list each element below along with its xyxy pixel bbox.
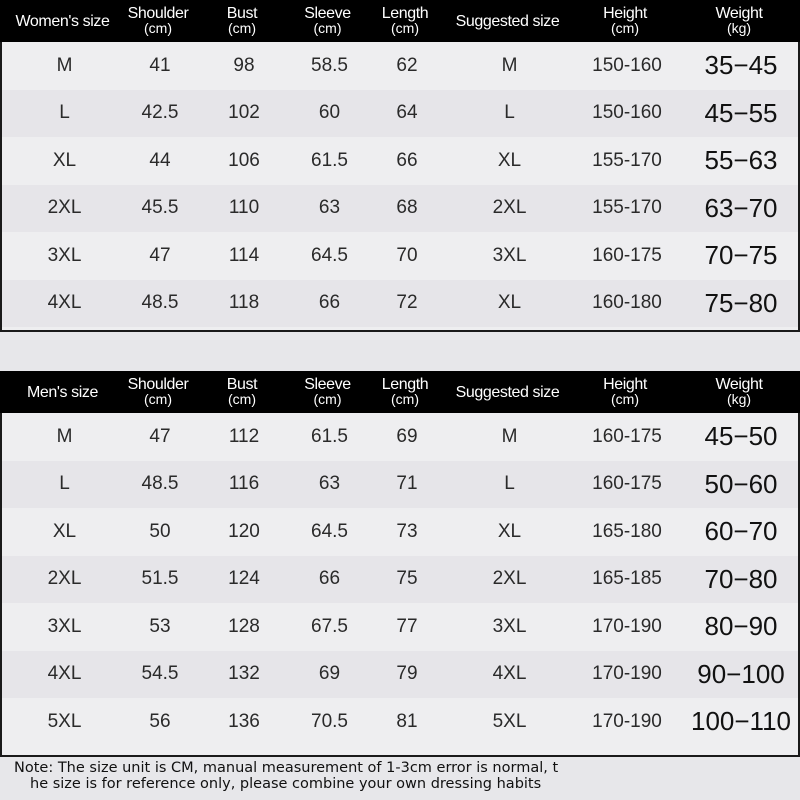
- table-row: [2, 137, 798, 185]
- men-size-table: [0, 371, 800, 757]
- cell-sleeve: 58.5: [311, 54, 348, 76]
- men-header-bust: [202, 371, 282, 413]
- cell-sleeve: 63: [318, 197, 341, 219]
- women-header-bust: [202, 0, 282, 42]
- header-unit: (kg): [726, 20, 752, 36]
- cell-bust: 106: [228, 149, 260, 171]
- cell-sleeve: 66: [318, 292, 341, 314]
- women-header-weight: [680, 0, 798, 42]
- cell-length: 79: [396, 663, 418, 685]
- cell-weight: 70−75: [704, 240, 778, 271]
- cell-sleeve: 64.5: [311, 520, 348, 542]
- cell-suggested-size: XL: [497, 292, 522, 314]
- cell-height: 160-175: [592, 473, 662, 495]
- men-header-shoulder: [118, 371, 198, 413]
- cell-bust: 136: [228, 710, 260, 732]
- cell-size: 5XL: [47, 710, 82, 732]
- cell-shoulder: 48.5: [141, 473, 179, 495]
- cell-size: 4XL: [47, 663, 82, 685]
- cell-length: 62: [396, 54, 418, 76]
- cell-size: XL: [52, 520, 77, 542]
- cell-suggested-size: 4XL: [492, 663, 527, 685]
- cell-suggested-size: L: [504, 473, 515, 495]
- header-unit: (cm): [611, 20, 639, 36]
- cell-length: 70: [396, 244, 418, 266]
- women-header-shoulder: [118, 0, 198, 42]
- table-row: [2, 651, 798, 699]
- cell-weight: 80−90: [704, 611, 778, 642]
- header-unit: (cm): [313, 391, 342, 407]
- table-row: [2, 556, 798, 604]
- table-row: [2, 90, 798, 138]
- note-line-2: he size is for reference only, please combine your own dressing habits: [30, 776, 542, 792]
- cell-bust: 132: [228, 663, 260, 685]
- cell-suggested-size: XL: [497, 520, 522, 542]
- men-header-size: [0, 371, 125, 413]
- cell-weight: 45−50: [704, 421, 778, 452]
- note-line-1: Note: The size unit is CM, manual measurement of 1-3cm error is normal, t: [14, 760, 559, 776]
- cell-length: 64: [396, 102, 418, 124]
- header-unit: (cm): [391, 20, 419, 36]
- cell-bust: 128: [228, 615, 260, 637]
- header-label: Suggested size: [455, 383, 560, 401]
- header-label: Sleeve: [304, 376, 351, 393]
- cell-length: 81: [396, 710, 418, 732]
- cell-bust: 98: [233, 54, 255, 76]
- cell-sleeve: 60: [318, 102, 341, 124]
- cell-shoulder: 54.5: [141, 663, 179, 685]
- cell-shoulder: 56: [149, 710, 171, 732]
- cell-shoulder: 41: [149, 54, 171, 76]
- cell-sleeve: 61.5: [311, 425, 348, 447]
- cell-height: 170-190: [592, 663, 662, 685]
- women-table-header: [0, 0, 800, 42]
- cell-bust: 124: [228, 568, 260, 590]
- cell-shoulder: 51.5: [141, 568, 179, 590]
- cell-shoulder: 47: [149, 425, 171, 447]
- header-label: Men's size: [26, 383, 99, 401]
- table-row: [2, 185, 798, 233]
- table-row: [2, 603, 798, 651]
- cell-sleeve: 61.5: [311, 149, 348, 171]
- women-size-table: [0, 0, 800, 332]
- women-header-height: [570, 0, 680, 42]
- cell-suggested-size: XL: [497, 149, 522, 171]
- cell-shoulder: 45.5: [141, 197, 179, 219]
- cell-length: 68: [396, 197, 418, 219]
- header-unit: (cm): [144, 391, 172, 407]
- header-unit: (cm): [391, 391, 419, 407]
- cell-size: XL: [52, 149, 77, 171]
- cell-weight: 63−70: [704, 192, 778, 223]
- cell-bust: 110: [228, 197, 260, 219]
- header-label: Shoulder: [127, 5, 189, 22]
- table-row: [2, 461, 798, 509]
- cell-height: 170-190: [592, 710, 662, 732]
- cell-sleeve: 66: [318, 568, 341, 590]
- cell-suggested-size: 2XL: [492, 568, 527, 590]
- men-header-sleeve: [285, 371, 370, 413]
- cell-suggested-size: M: [501, 425, 518, 447]
- cell-height: 165-185: [592, 568, 662, 590]
- cell-height: 150-160: [592, 54, 662, 76]
- header-label: Height: [603, 376, 647, 393]
- header-unit: (kg): [726, 391, 752, 407]
- cell-size: 3XL: [47, 615, 82, 637]
- cell-suggested-size: 2XL: [492, 197, 527, 219]
- men-header-suggested-size: [455, 371, 560, 413]
- cell-size: L: [59, 473, 70, 495]
- cell-suggested-size: 3XL: [492, 615, 527, 637]
- header-label: Bust: [226, 5, 258, 22]
- cell-suggested-size: 3XL: [492, 244, 527, 266]
- cell-sleeve: 69: [318, 663, 341, 685]
- men-table-header: [0, 371, 800, 413]
- cell-weight: 50−60: [704, 468, 778, 499]
- cell-shoulder: 44: [149, 149, 171, 171]
- cell-shoulder: 47: [149, 244, 171, 266]
- cell-weight: 45−55: [704, 97, 778, 128]
- cell-weight: 90−100: [697, 658, 785, 689]
- table-row: [2, 698, 798, 746]
- cell-height: 170-190: [592, 615, 662, 637]
- cell-height: 160-175: [592, 244, 662, 266]
- men-header-length: [370, 371, 440, 413]
- men-header-weight: [680, 371, 798, 413]
- header-label: Length: [381, 376, 429, 393]
- header-label: Suggested size: [455, 12, 560, 30]
- cell-sleeve: 63: [318, 473, 341, 495]
- cell-height: 160-180: [592, 292, 662, 314]
- cell-bust: 114: [228, 244, 260, 266]
- table-row: [2, 42, 798, 90]
- header-label: Height: [603, 5, 647, 22]
- women-header-suggested-size: [455, 0, 560, 42]
- cell-size: 2XL: [47, 197, 82, 219]
- men-table-body: [0, 413, 800, 757]
- cell-bust: 118: [228, 292, 260, 314]
- cell-size: 4XL: [47, 292, 82, 314]
- table-row: [2, 508, 798, 556]
- cell-bust: 120: [228, 520, 260, 542]
- cell-length: 66: [396, 149, 418, 171]
- cell-weight: 100−110: [690, 706, 791, 737]
- cell-weight: 75−80: [704, 287, 778, 318]
- cell-height: 155-170: [592, 197, 662, 219]
- cell-weight: 60−70: [704, 516, 778, 547]
- cell-suggested-size: L: [504, 102, 515, 124]
- cell-shoulder: 42.5: [141, 102, 179, 124]
- header-label: Women's size: [15, 12, 110, 30]
- cell-shoulder: 53: [149, 615, 171, 637]
- header-unit: (cm): [144, 20, 172, 36]
- header-label: Bust: [226, 376, 258, 393]
- cell-shoulder: 48.5: [141, 292, 179, 314]
- table-row: [2, 413, 798, 461]
- cell-weight: 55−63: [704, 145, 778, 176]
- cell-sleeve: 64.5: [311, 244, 348, 266]
- table-row: [2, 280, 798, 328]
- cell-size: 3XL: [47, 244, 82, 266]
- cell-length: 72: [396, 292, 418, 314]
- header-unit: (cm): [611, 391, 639, 407]
- cell-size: 2XL: [47, 568, 82, 590]
- cell-weight: 35−45: [704, 50, 778, 81]
- header-unit: (cm): [313, 20, 342, 36]
- cell-sleeve: 70.5: [311, 710, 348, 732]
- cell-size: M: [56, 54, 73, 76]
- table-row: [2, 232, 798, 280]
- cell-height: 165-180: [592, 520, 662, 542]
- cell-length: 71: [396, 473, 418, 495]
- cell-bust: 102: [228, 102, 260, 124]
- header-label: Sleeve: [304, 5, 351, 22]
- header-unit: (cm): [228, 391, 256, 407]
- cell-height: 155-170: [592, 149, 662, 171]
- cell-length: 73: [396, 520, 418, 542]
- cell-length: 77: [396, 615, 418, 637]
- cell-length: 75: [396, 568, 418, 590]
- women-table-body: [0, 42, 800, 332]
- header-unit: (cm): [228, 20, 256, 36]
- header-label: Length: [381, 5, 429, 22]
- cell-bust: 112: [228, 425, 260, 447]
- cell-size: L: [59, 102, 70, 124]
- cell-height: 160-175: [592, 425, 662, 447]
- header-label: Weight: [715, 376, 763, 393]
- men-header-height: [570, 371, 680, 413]
- cell-length: 69: [396, 425, 418, 447]
- women-header-size: [0, 0, 125, 42]
- cell-shoulder: 50: [149, 520, 171, 542]
- cell-height: 150-160: [592, 102, 662, 124]
- size-note: [14, 760, 800, 792]
- header-label: Shoulder: [127, 376, 189, 393]
- header-label: Weight: [715, 5, 763, 22]
- cell-size: M: [56, 425, 73, 447]
- cell-bust: 116: [228, 473, 260, 495]
- women-header-length: [370, 0, 440, 42]
- cell-weight: 70−80: [704, 563, 778, 594]
- cell-sleeve: 67.5: [311, 615, 348, 637]
- cell-suggested-size: M: [501, 54, 518, 76]
- women-header-sleeve: [285, 0, 370, 42]
- cell-suggested-size: 5XL: [492, 710, 527, 732]
